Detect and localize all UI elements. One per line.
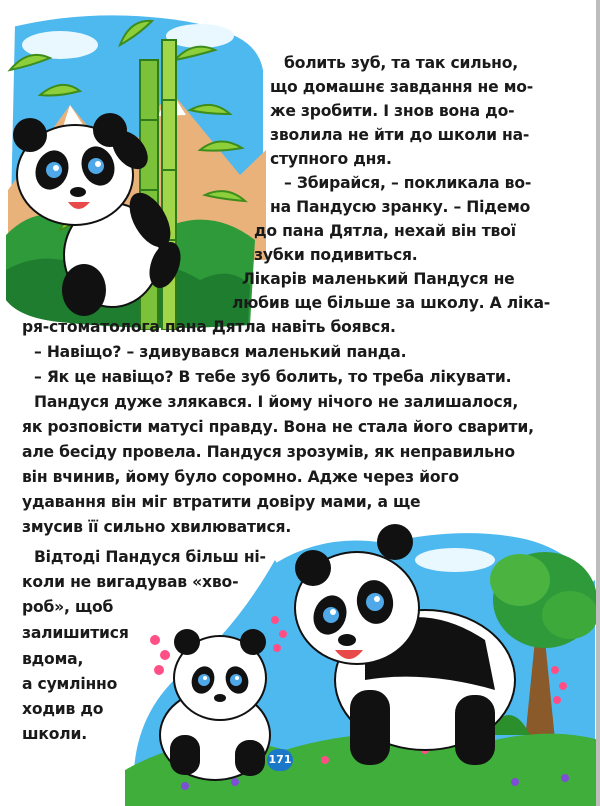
panda-bamboo-illustration [0, 0, 275, 330]
story-line: але бесіду провела. Пандуся зрозумів, як неправильно [22, 443, 515, 461]
page-edge [596, 0, 600, 806]
story-line: як розповісти матусі правду. Вона не стала його сварити, [22, 418, 534, 436]
story-line: а сумлінно [22, 675, 118, 693]
story-line: же зробити. І знов вона до- [270, 102, 515, 120]
story-line: Пандуся дуже злякався. І йому нічого не залишалося, [34, 393, 519, 411]
story-line: Лікарів маленький Пандуся не [242, 270, 515, 288]
story-line: він вчинив, йому було соромно. Адже через його [22, 468, 459, 486]
story-line: зволила не йти до школи на- [270, 126, 530, 144]
story-line: зубки подивиться. [254, 246, 418, 264]
story-line: роб», щоб [22, 598, 114, 616]
story-line: – Як це навіщо? В тебе зуб болить, то треба лікувати. [34, 368, 512, 386]
page-number: 171 [267, 749, 293, 771]
story-line: на Пандусю зранку. – Підемо [270, 198, 531, 216]
story-line: любив ще більше за школу. А ліка- [232, 294, 551, 312]
story-line: коли не вигадував «хво- [22, 573, 239, 591]
story-line: удавання він міг втратити довіру мами, а ще [22, 493, 421, 511]
story-line: змусив її сильно хвилюватися. [22, 518, 292, 536]
story-line: – Збирайся, – покликала во- [284, 174, 532, 192]
panda-cub [160, 629, 270, 780]
story-line: ступного дня. [270, 150, 392, 168]
story-line: ходив до [22, 700, 104, 718]
story-line: болить зуб, та так сильно, [284, 54, 518, 72]
story-line: школи. [22, 725, 87, 743]
story-line: – Навіщо? – здивувався маленький панда. [34, 343, 407, 361]
story-line: що домашнє завдання не мо- [270, 78, 534, 96]
story-line: залишитися [22, 624, 129, 642]
story-line: ря-стоматолога пана Дятла навіть боявся. [22, 318, 396, 336]
story-line: до пана Дятла, нехай він твої [254, 222, 516, 240]
story-line: вдома, [22, 650, 84, 668]
story-line: Відтоді Пандуся більш ні- [34, 548, 266, 566]
